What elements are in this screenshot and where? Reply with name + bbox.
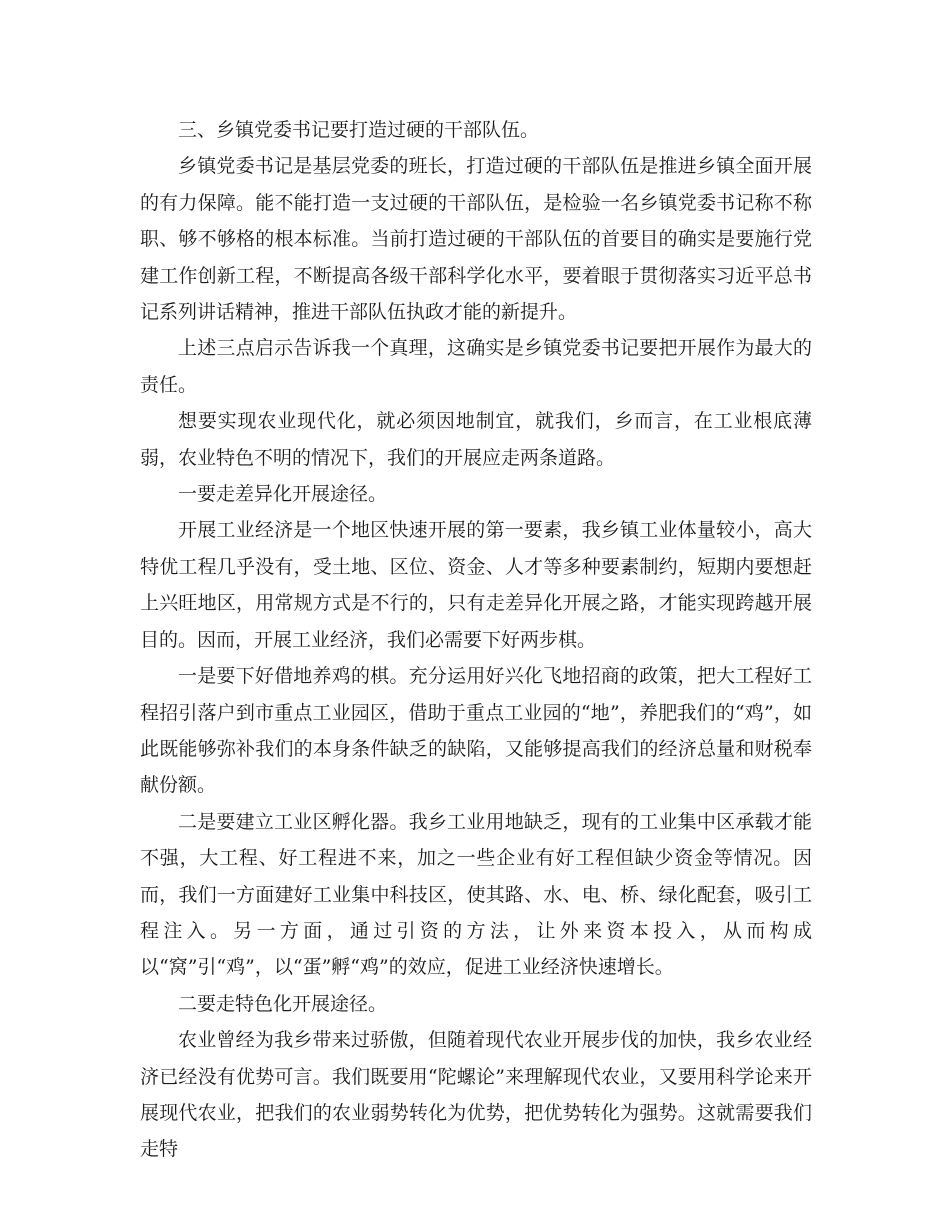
paragraph-industrial-economy: 开展工业经济是一个地区快速开展的第一要素，我乡镇工业体量较小，高大特优工程几乎没有，受土地、区位、资金、人才等多种要素制约，短期内要想赶上兴旺地区，用常规方式是不行的，只有走差异化开展之路，才能实现跨越开展目的。因而，开展工业经济，我们必需要下好两步棋。 — [140, 519, 812, 651]
paragraph-agriculture-advantage: 农业曾经为我乡带来过骄傲，但随着现代农业开展步伐的加快，我乡农业经济已经没有优势可言。我们既要用“陀螺论”来理解现代农业，又要用科学论来开展现代农业，把我们的农业弱势转化为优势，把优势转化为强势。这就需要我们走特 — [140, 1029, 812, 1161]
section-heading-cadre-team: 三、乡镇党委书记要打造过硬的干部队伍。 — [178, 119, 540, 141]
paragraph-cadre-team: 乡镇党委书记是基层党委的班长，打造过硬的干部队伍是推进乡镇全面开展的有力保障。能不能打造一支过硬的干部队伍，是检验一名乡镇党委书记称不称职、够不够格的根本标准。当前打造过硬的干部队伍的首要目的确实是要施行党建工作创新工程，不断提高各级干部科学化水平，要着眼于贯彻落实习近平总书记系列讲话精神，推进干部队伍执政才能的新提升。 — [140, 155, 812, 324]
document-body — [140, 112, 812, 1168]
heading-characteristic-path: 二要走特色化开展途径。 — [178, 992, 388, 1015]
paragraph-incubator: 二是要建立工业区孵化器。我乡工业用地缺乏，现有的工业集中区承载才能不强，大工程、好工程进不来，加之一些企业有好工程但缺少资金等情况。因而，我们一方面建好工业集中科技区，使其路、水、电、桥、绿化配套，吸引工程注入。另一方面，通过引资的方法，让外来资本投入，从而构成以“窝”引“鸡”，以“蛋”孵“鸡”的效应，促进工业经济快速增长。 — [140, 810, 812, 979]
paragraph-summary: 上述三点启示告诉我一个真理，这确实是乡镇党委书记要把开展作为最大的责任。 — [140, 337, 812, 396]
heading-differentiated-path: 一要走差异化开展途径。 — [178, 483, 388, 506]
paragraph-agriculture-modernization: 想要实现农业现代化，就必须因地制宜，就我们，乡而言，在工业根底薄弱，农业特色不明的情况下，我们的开展应走两条道路。 — [140, 410, 812, 469]
paragraph-borrow-land: 一是要下好借地养鸡的棋。充分运用好兴化飞地招商的政策，把大工程好工程招引落户到市重点工业园区，借助于重点工业园的“地”，养肥我们的“鸡”，如此既能够弥补我们的本身条件缺乏的缺陷，又能够提高我们的经济总量和财税奉献份额。 — [140, 665, 812, 797]
